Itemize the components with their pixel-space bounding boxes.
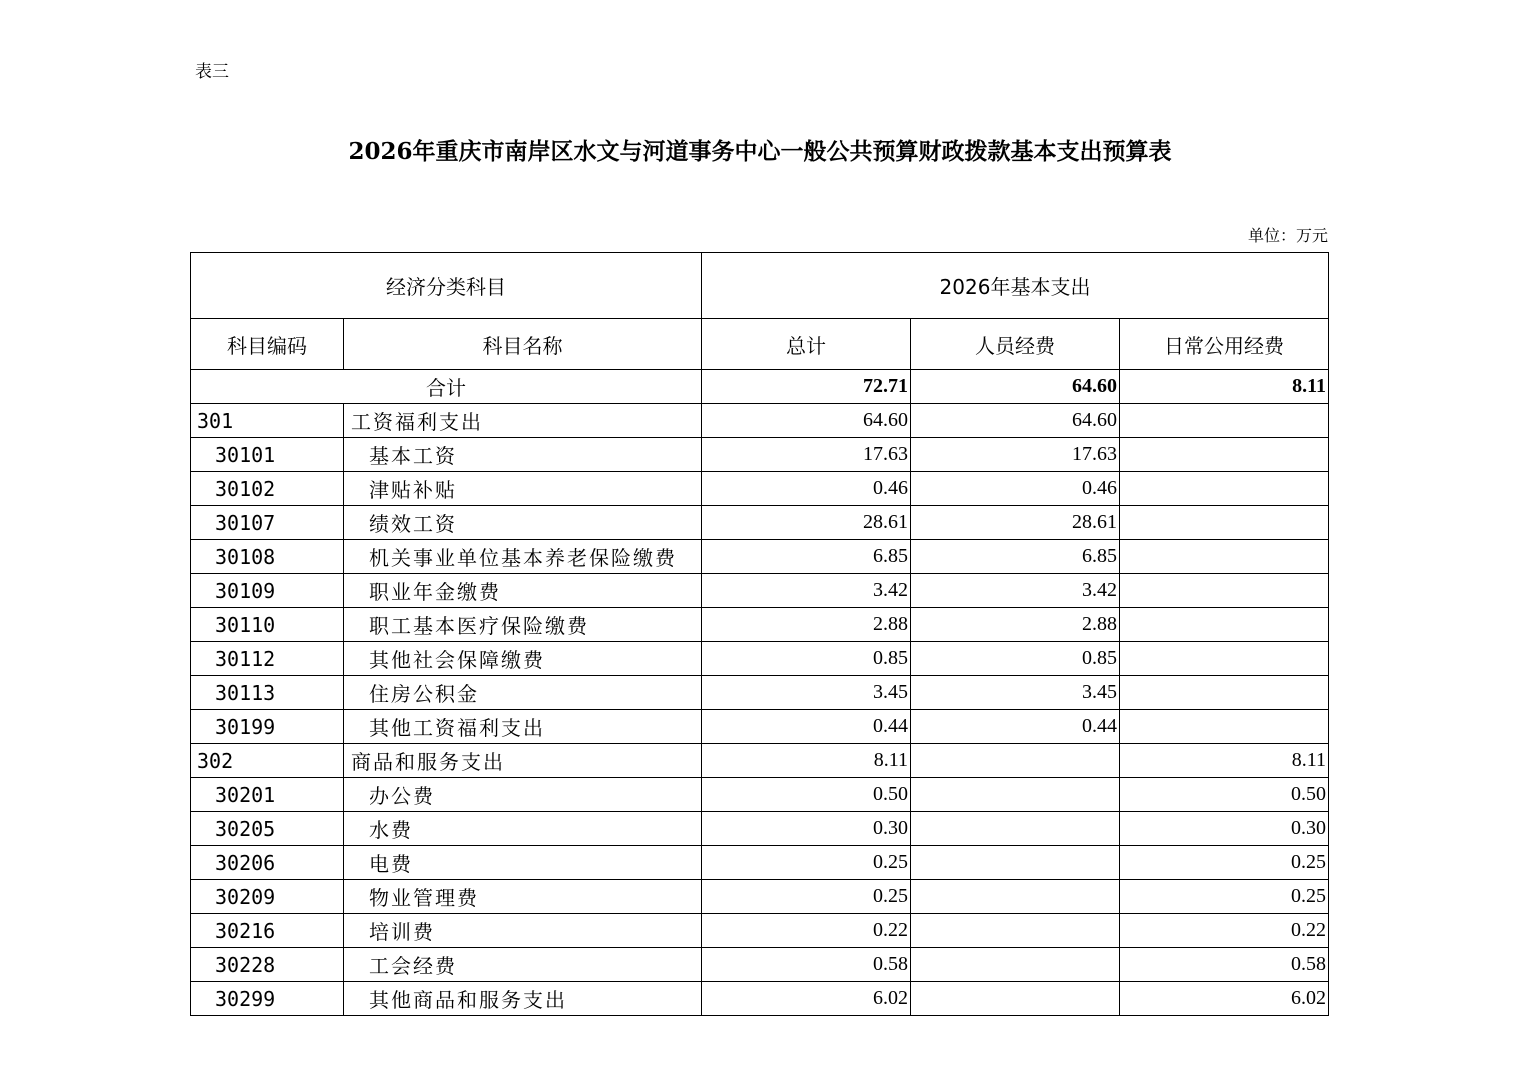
row-name: 培训费 <box>344 914 702 948</box>
row-name: 办公费 <box>344 778 702 812</box>
row-personnel <box>911 982 1120 1016</box>
row-public: 6.02 <box>1120 982 1329 1016</box>
row-personnel: 28.61 <box>911 506 1120 540</box>
row-code: 30228 <box>191 948 344 982</box>
row-code: 30199 <box>191 710 344 744</box>
header-personnel: 人员经费 <box>911 319 1120 370</box>
row-public <box>1120 506 1329 540</box>
row-name: 水费 <box>344 812 702 846</box>
table-row <box>191 574 1329 608</box>
row-name: 职业年金缴费 <box>344 574 702 608</box>
table-row <box>191 812 1329 846</box>
row-name: 电费 <box>344 846 702 880</box>
row-code: 30216 <box>191 914 344 948</box>
row-code: 30110 <box>191 608 344 642</box>
row-personnel: 0.46 <box>911 472 1120 506</box>
row-name: 住房公积金 <box>344 676 702 710</box>
row-total: 6.85 <box>702 540 911 574</box>
row-total: 2.88 <box>702 608 911 642</box>
row-name: 津贴补贴 <box>344 472 702 506</box>
row-total: 0.50 <box>702 778 911 812</box>
row-public: 0.50 <box>1120 778 1329 812</box>
row-public <box>1120 574 1329 608</box>
row-personnel: 3.45 <box>911 676 1120 710</box>
row-name: 商品和服务支出 <box>344 744 702 778</box>
row-public: 0.25 <box>1120 880 1329 914</box>
table-row <box>191 472 1329 506</box>
row-personnel: 6.85 <box>911 540 1120 574</box>
row-code: 302 <box>191 744 344 778</box>
table-row <box>191 506 1329 540</box>
document-title: 2026年重庆市南岸区水文与河道事务中心一般公共预算财政拨款基本支出预算表 <box>348 138 1172 165</box>
table-row <box>191 608 1329 642</box>
table-row <box>191 710 1329 744</box>
total-amount: 72.71 <box>702 370 911 404</box>
row-code: 30101 <box>191 438 344 472</box>
row-public <box>1120 642 1329 676</box>
total-label: 合计 <box>191 370 702 404</box>
row-personnel: 0.44 <box>911 710 1120 744</box>
row-total: 3.42 <box>702 574 911 608</box>
row-total: 28.61 <box>702 506 911 540</box>
row-code: 30206 <box>191 846 344 880</box>
row-public <box>1120 710 1329 744</box>
budget-table <box>190 252 1329 1016</box>
row-total: 8.11 <box>702 744 911 778</box>
unit-label: 单位：万元 <box>1247 226 1328 245</box>
row-personnel <box>911 846 1120 880</box>
total-row <box>191 370 1329 404</box>
row-public <box>1120 404 1329 438</box>
header-economic-category: 经济分类科目 <box>191 253 702 319</box>
table-row <box>191 404 1329 438</box>
header-public: 日常公用经费 <box>1120 319 1329 370</box>
row-public <box>1120 540 1329 574</box>
header-name: 科目名称 <box>344 319 702 370</box>
row-total: 0.25 <box>702 880 911 914</box>
row-code: 30205 <box>191 812 344 846</box>
row-code: 30107 <box>191 506 344 540</box>
row-personnel <box>911 812 1120 846</box>
row-total: 0.22 <box>702 914 911 948</box>
table-row <box>191 744 1329 778</box>
row-name: 绩效工资 <box>344 506 702 540</box>
row-total: 0.25 <box>702 846 911 880</box>
row-public: 0.30 <box>1120 812 1329 846</box>
row-name: 基本工资 <box>344 438 702 472</box>
total-public: 8.11 <box>1120 370 1329 404</box>
row-public <box>1120 608 1329 642</box>
row-total: 0.85 <box>702 642 911 676</box>
table-row <box>191 676 1329 710</box>
row-code: 30201 <box>191 778 344 812</box>
row-name: 工资福利支出 <box>344 404 702 438</box>
table-row <box>191 948 1329 982</box>
row-total: 6.02 <box>702 982 911 1016</box>
table-row <box>191 914 1329 948</box>
table-row <box>191 982 1329 1016</box>
row-total: 3.45 <box>702 676 911 710</box>
row-personnel: 3.42 <box>911 574 1120 608</box>
row-public: 0.58 <box>1120 948 1329 982</box>
total-personnel: 64.60 <box>911 370 1120 404</box>
row-code: 30113 <box>191 676 344 710</box>
row-code: 30108 <box>191 540 344 574</box>
row-public <box>1120 676 1329 710</box>
row-code: 30299 <box>191 982 344 1016</box>
row-personnel <box>911 744 1120 778</box>
header-basic-expenditure: 2026年基本支出 <box>702 253 1329 319</box>
table-row <box>191 778 1329 812</box>
table-row <box>191 540 1329 574</box>
row-public <box>1120 472 1329 506</box>
row-name: 职工基本医疗保险缴费 <box>344 608 702 642</box>
row-public: 8.11 <box>1120 744 1329 778</box>
row-personnel: 64.60 <box>911 404 1120 438</box>
table-row <box>191 880 1329 914</box>
row-code: 30109 <box>191 574 344 608</box>
row-personnel <box>911 880 1120 914</box>
row-public: 0.22 <box>1120 914 1329 948</box>
row-personnel: 2.88 <box>911 608 1120 642</box>
table-number: 表三 <box>195 62 229 82</box>
row-name: 工会经费 <box>344 948 702 982</box>
row-code: 30102 <box>191 472 344 506</box>
table-row <box>191 846 1329 880</box>
table-row <box>191 438 1329 472</box>
row-public: 0.25 <box>1120 846 1329 880</box>
row-public <box>1120 438 1329 472</box>
row-total: 0.58 <box>702 948 911 982</box>
row-name: 机关事业单位基本养老保险缴费 <box>344 540 702 574</box>
header-code: 科目编码 <box>191 319 344 370</box>
row-personnel <box>911 914 1120 948</box>
row-personnel <box>911 948 1120 982</box>
row-personnel <box>911 778 1120 812</box>
row-total: 17.63 <box>702 438 911 472</box>
row-name: 物业管理费 <box>344 880 702 914</box>
header-total: 总计 <box>702 319 911 370</box>
row-personnel: 0.85 <box>911 642 1120 676</box>
header-row-columns <box>191 319 1329 370</box>
row-total: 64.60 <box>702 404 911 438</box>
header-row-group <box>191 253 1329 319</box>
row-total: 0.44 <box>702 710 911 744</box>
row-code: 30112 <box>191 642 344 676</box>
row-name: 其他工资福利支出 <box>344 710 702 744</box>
table-row <box>191 642 1329 676</box>
row-code: 30209 <box>191 880 344 914</box>
row-name: 其他商品和服务支出 <box>344 982 702 1016</box>
row-name: 其他社会保障缴费 <box>344 642 702 676</box>
row-total: 0.30 <box>702 812 911 846</box>
row-personnel: 17.63 <box>911 438 1120 472</box>
row-total: 0.46 <box>702 472 911 506</box>
row-code: 301 <box>191 404 344 438</box>
